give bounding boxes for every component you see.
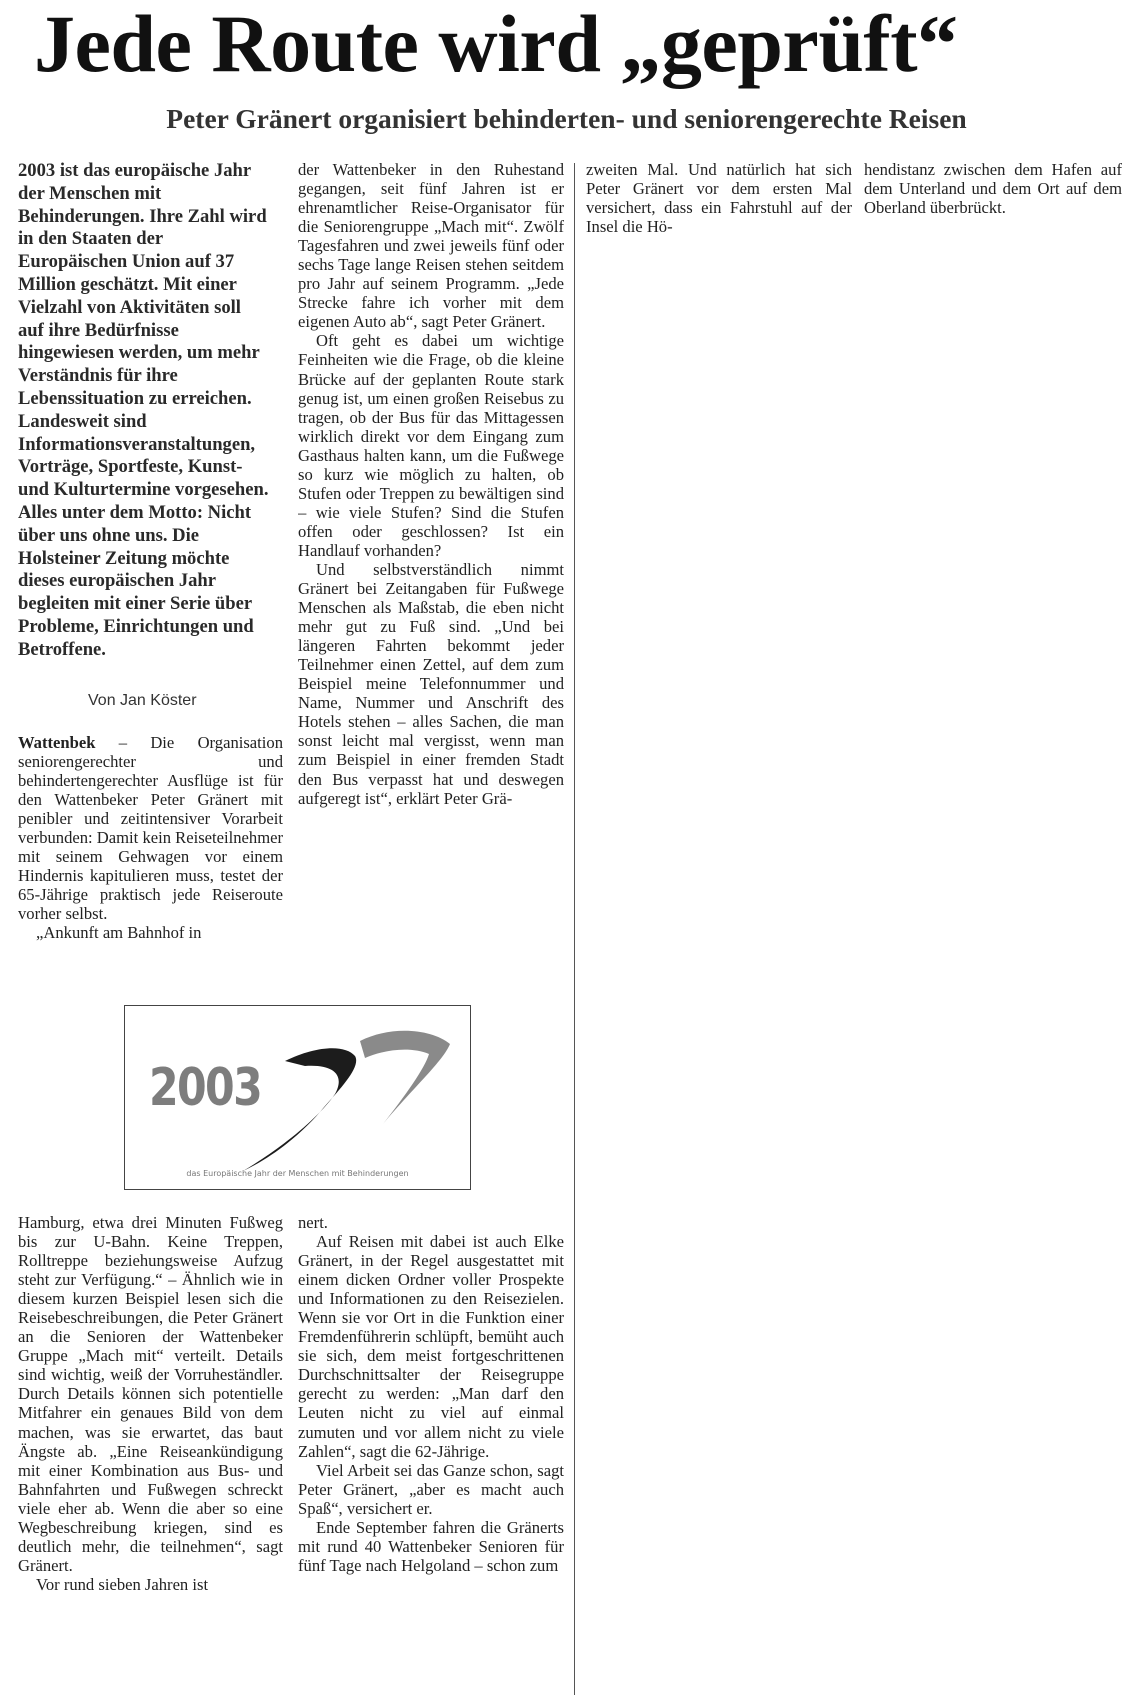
- column-2-bottom: [298, 1213, 564, 1695]
- article-lead: 2003 ist das europäische Jahr der Menschen mit Behinderungen. Ihre Zahl wird in den Staaten der Europäischen Union auf 37 Million geschätzt. Mit einer Vielzahl von Aktivitäten soll auf ihre Bedürfnisse hingewiesen werden, um mehr Verständnis für ihre Lebenssituation zu erreichen. Landesweit sind Informationsveranstaltungen, Vorträge, Sportfeste, Kunst- und Kulturtermine vorgesehen. Alles unter dem Motto: Nicht über uns ohne uns. Die Holsteiner Zeitung möchte dieses europäischen Jahr begleiten mit einer Serie über Probleme, Einrichtungen und Betroffene.: [18, 160, 269, 660]
- column-1-paragraph-1: [18, 733, 283, 923]
- byline: Von Jan Köster: [88, 692, 197, 709]
- column-3: [586, 160, 852, 240]
- column-divider: [574, 163, 575, 1695]
- column-1-paragraph-1-text: – Die Organisation seniorengerechter und behindertengerechter Ausflüge ist für den Wattenbeker Peter Gränert mit penibler und zeitintensiver Vorarbeit verbunden: Damit kein Reiseteilnehmer mit seinem Gehwagen vor einem Hindernis kapitulieren muss, testet der 65-Jährige praktisch jede Reiseroute vorher selbst.: [18, 733, 283, 924]
- dateline: Wattenbek: [18, 733, 96, 752]
- column-1-paragraph-2: „Ankunft am Bahnhof in: [36, 923, 202, 943]
- article-headline: Jede Route wird „geprüft“: [34, 0, 958, 89]
- column-1-bottom-paragraph-2: Vor rund sieben Jahren ist: [36, 1574, 209, 1594]
- column-2-bottom-paragraph-2: Auf Reisen mit dabei ist auch Elke Gränert, in der Regel ausgestattet mit einem dicken Ordner voller Prospekte und Informationen zu den Reisezielen. Wenn sie vor Ort in die Funktion einer Fremdenführerin schlüpft, bemüht auch sie sich, dem meist fortgeschrittenen Durchschnittsalter der Reisegruppe gerecht zu werden: „Man darf den Leuten nicht zu viel auf einmal zumuten und vor allem nicht zu viele Zahlen“, sagt die 62-Jährige.: [298, 1232, 564, 1461]
- column-2-top: [298, 160, 564, 985]
- column-1-bottom-paragraph-1: Hamburg, etwa drei Minuten Fußweg bis zur U-Bahn. Keine Treppen, Rolltreppe beziehungsweise Aufzug steht zur Verfügung.“ – Ähnlich wie in diesem kurzen Beispiel lesen sich die Reisebeschreibungen, die Peter Gränert an die Senioren der Wattenbeker Gruppe „Mach mit“ verteilt. Details sind wichtig, weiß der Vorruheständler. Durch Details können sich potentielle Mitfahrer ein genaues Bild von dem machen, was sie erwartet, das baut Ängste ab. „Eine Reiseankündigung mit einer Kombination aus Bus- und Bahnfahrten und Fußwegen schreckt viele eher ab. Wenn die aber so eine Wegbeschreibung kriegen, sind es deutlich mehr, die teilnehmen“, sagt Gränert.: [18, 1213, 283, 1575]
- column-2-bottom-paragraph-3: Viel Arbeit sei das Ganze schon, sagt Peter Gränert, „aber es macht auch Spaß“, versichert er.: [298, 1460, 564, 1518]
- column-2-bottom-paragraph-1: nert.: [298, 1213, 328, 1232]
- article-subheadline: Peter Gränert organisiert behinderten- und seniorengerechte Reisen: [166, 103, 967, 134]
- column-2-bottom-paragraph-4: Ende September fahren die Gränerts mit rund 40 Wattenbeker Senioren für fünf Tage nach Helgoland – schon zum: [298, 1517, 564, 1575]
- logo-year: 2003: [149, 1058, 262, 1118]
- column-2-paragraph-1: der Wattenbeker in den Ruhestand gegangen, seit fünf Jahren ist er ehrenamtlicher Reise-Organisator für die Seniorengruppe „Mach mit“. Zwölf Tagesfahren und zwei jeweils fünf oder sechs Tage lange Reisen stehen seitdem pro Jahr auf seinem Programm. „Jede Strecke fahre ich vorher mit dem eigenen Auto ab“, sagt Peter Gränert.: [298, 160, 564, 332]
- column-2-paragraph-3: Und selbstverständlich nimmt Gränert bei Zeitangaben für Fußwege Menschen als Maßstab, die eben nicht mehr gut zu Fuß sind. „Und bei längeren Fahrten bekommt jeder Teilnehmer einen Zettel, auf dem zum Beispiel meine Telefonnummer und Name, Nummer und Anschrift des Hotels stehen – alles Sachen, die man sonst leicht mal vergisst, wenn man zum Beispiel in einer fremden Stadt den Bus verpasst hat und deswegen aufgeregt ist“, erklärt Peter Grä-: [298, 559, 564, 808]
- column-2-paragraph-2: Oft geht es dabei um wichtige Feinheiten wie die Frage, ob die kleine Brücke auf der geplanten Route stark genug ist, um einen großen Reisebus zu tragen, ob der Bus für das Mittagessen wirklich direkt vor dem Eingang zum Gasthaus halten kann, um die Fußwege so kurz wie möglich zu halten, ob Stufen oder Treppen zu bewältigen sind – wie viele Stufen? Sind die Stufen offen oder geschlossen? Ist ein Handlauf vorhanden?: [298, 331, 564, 560]
- column-4: [864, 160, 1122, 240]
- column-1-top: [18, 733, 283, 984]
- eyp-2003-logo: [124, 1005, 471, 1190]
- column-3-paragraph: zweiten Mal. Und natürlich hat sich Peter Gränert vor dem ersten Mal versichert, dass ein Fahrstuhl auf der Insel die Hö-: [586, 160, 852, 237]
- column-4-paragraph: hendistanz zwischen dem Hafen auf dem Unterland und dem Ort auf dem Oberland überbrückt.: [864, 160, 1122, 218]
- logo-caption: das Europäische Jahr der Menschen mit Behinderungen: [186, 1169, 409, 1178]
- column-1-bottom: [18, 1213, 283, 1695]
